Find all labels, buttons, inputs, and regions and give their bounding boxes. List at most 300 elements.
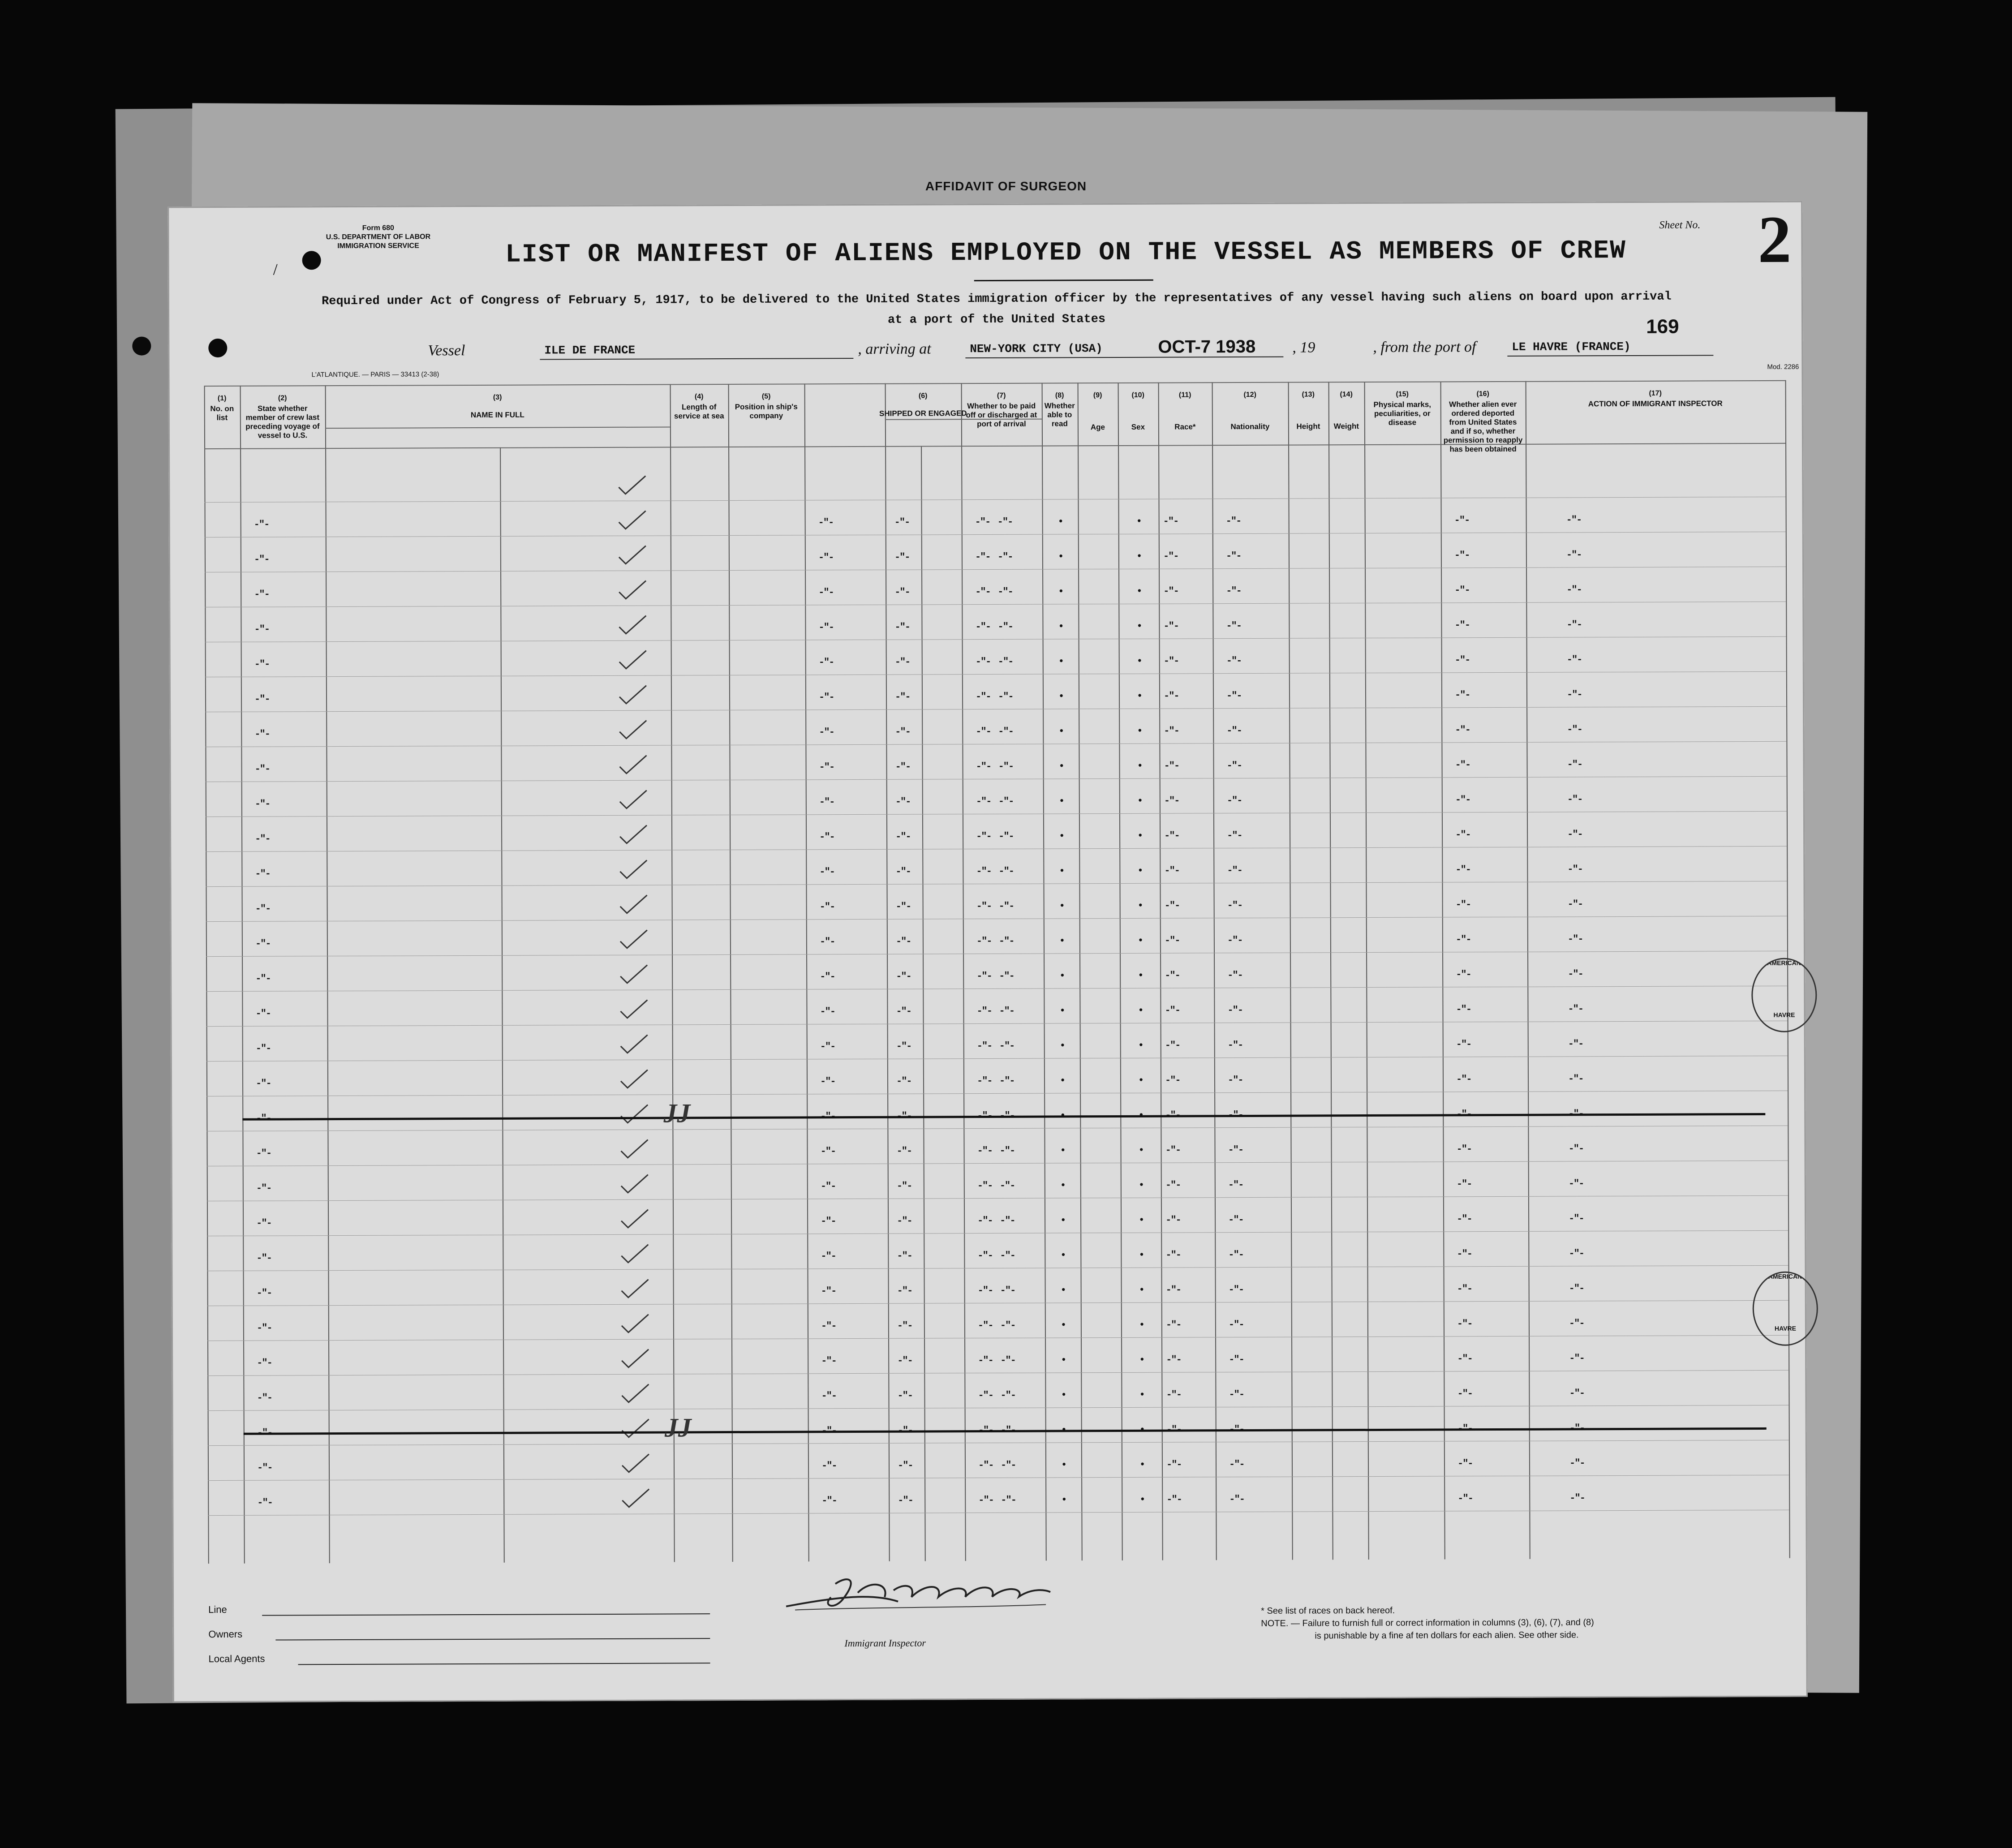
column-divider <box>1212 382 1217 1560</box>
ditto-mark: -"- <box>1165 1074 1180 1086</box>
ditto-mark: -"- <box>977 1285 993 1297</box>
ditto-mark: • <box>1136 655 1142 667</box>
ditto-mark: • <box>1139 1319 1144 1331</box>
ditto-mark: -"- <box>999 970 1014 982</box>
ditto-mark: -"- <box>894 656 910 668</box>
ditto-mark: -"- <box>1000 1285 1015 1296</box>
ditto-mark: -"- <box>997 516 1013 528</box>
ditto-mark: -"- <box>255 833 270 845</box>
ditto-mark: • <box>1136 585 1142 597</box>
ditto-mark: • <box>1139 1214 1144 1226</box>
ditto-mark: -"- <box>254 589 269 600</box>
ditto-mark: • <box>1138 1109 1144 1121</box>
ditto-mark: • <box>1138 1074 1144 1086</box>
ditto-mark: • <box>1139 1389 1144 1401</box>
ditto-mark: -"- <box>1229 1354 1244 1366</box>
column-number: (16) <box>1476 390 1489 398</box>
ditto-mark: -"- <box>977 1215 993 1227</box>
ditto-mark: -"- <box>975 691 991 703</box>
ditto-mark: -"- <box>1000 1389 1016 1401</box>
ditto-mark: • <box>1061 1459 1066 1471</box>
row-rule <box>206 1126 1788 1131</box>
ditto-mark: -"- <box>820 1006 835 1018</box>
ditto-mark: -"- <box>998 865 1014 877</box>
ditto-mark: -"- <box>997 586 1013 597</box>
date-stamp: OCT-7 1938 <box>1158 336 1256 357</box>
column-divider <box>1118 382 1123 1560</box>
row-rule <box>205 671 1786 677</box>
ditto-mark: -"- <box>1569 1248 1584 1259</box>
ditto-mark: • <box>1059 970 1065 982</box>
row-rule <box>208 1510 1789 1516</box>
ditto-mark: -"- <box>978 1389 993 1401</box>
ditto-mark: -"- <box>975 656 991 668</box>
row-rule <box>206 986 1787 992</box>
check-mark <box>617 718 649 741</box>
ditto-mark: -"- <box>1229 1424 1244 1435</box>
column-header: Nationality <box>1230 422 1270 431</box>
ditto-mark: -"- <box>1567 933 1583 945</box>
ditto-mark: -"- <box>820 1146 836 1157</box>
ditto-mark: -"- <box>1226 655 1242 667</box>
ditto-mark: -"- <box>256 1217 271 1229</box>
ditto-mark: -"- <box>819 761 834 773</box>
ditto-mark: -"- <box>1568 1178 1584 1190</box>
ditto-mark: -"- <box>1165 970 1180 981</box>
column-divider <box>1364 382 1369 1560</box>
ditto-mark: • <box>1059 865 1064 877</box>
ditto-mark: -"- <box>977 1145 993 1157</box>
check-mark <box>618 963 649 985</box>
footnotes <box>1261 1603 1594 1642</box>
ditto-mark: -"- <box>1163 585 1178 597</box>
ditto-mark: -"- <box>978 1494 993 1506</box>
ditto-mark: -"- <box>1454 619 1470 631</box>
ditto-mark: -"- <box>819 866 835 878</box>
ditto-mark: -"- <box>1569 1318 1584 1329</box>
ditto-mark: -"- <box>1454 515 1470 526</box>
ditto-mark: -"- <box>894 586 910 598</box>
column-number: (10) <box>1131 391 1144 399</box>
ditto-mark: -"- <box>894 691 910 703</box>
row-rule <box>207 1195 1788 1201</box>
ditto-mark: -"- <box>1163 620 1179 632</box>
ditto-mark: -"- <box>1000 1250 1015 1261</box>
ditto-mark: -"- <box>1568 1143 1584 1155</box>
ditto-mark: -"- <box>257 1427 272 1439</box>
ditto-mark: -"- <box>256 1113 271 1124</box>
ditto-mark: -"- <box>1000 1215 1015 1226</box>
check-mark <box>617 579 648 601</box>
inspection-stamp <box>1751 958 1817 1033</box>
ditto-mark: -"- <box>1456 1074 1471 1085</box>
check-mark <box>617 614 648 636</box>
ditto-mark: -"- <box>1454 550 1470 561</box>
column-number: (13) <box>1302 391 1315 399</box>
ditto-mark: • <box>1137 760 1142 772</box>
ditto-mark: • <box>1059 1005 1065 1017</box>
sheet-number: 2 <box>1758 202 1792 277</box>
ditto-mark: • <box>1138 1040 1143 1051</box>
ditto-mark: -"- <box>1457 1213 1472 1225</box>
ditto-mark: -"- <box>255 868 271 880</box>
ditto-mark: -"- <box>1227 1074 1243 1086</box>
column-header: Physical marks, peculiarities, or disease <box>1373 400 1432 427</box>
ditto-mark: -"- <box>1226 585 1241 597</box>
ditto-mark: -"- <box>1569 1388 1585 1399</box>
ditto-mark: -"- <box>1228 1144 1243 1156</box>
check-mark <box>620 1417 651 1440</box>
ditto-mark: -"- <box>254 798 270 810</box>
ditto-mark: -"- <box>976 726 991 738</box>
ditto-mark: -"- <box>1456 1178 1472 1190</box>
inspector-signature <box>782 1565 1059 1615</box>
ditto-mark: -"- <box>1457 1283 1472 1295</box>
ditto-mark: -"- <box>1165 1109 1180 1121</box>
ditto-mark: -"- <box>1228 1319 1244 1331</box>
ditto-mark: -"- <box>997 551 1013 563</box>
column-divider <box>1526 381 1530 1559</box>
ditto-mark: -"- <box>897 1425 913 1436</box>
ditto-mark: -"- <box>998 900 1014 912</box>
ditto-mark: • <box>1136 690 1142 702</box>
ditto-mark: -"- <box>1226 620 1242 632</box>
ditto-mark: -"- <box>1163 550 1178 562</box>
ditto-mark: • <box>1136 620 1142 632</box>
ditto-mark: -"- <box>997 691 1013 702</box>
column-header: Height <box>1296 422 1320 431</box>
ditto-mark: • <box>1060 1250 1066 1261</box>
ditto-mark: • <box>1137 830 1143 842</box>
ditto-mark: -"- <box>1454 584 1470 596</box>
ditto-mark: -"- <box>1568 1108 1583 1120</box>
vessel-name: ILE DE FRANCE <box>544 343 636 357</box>
ditto-mark: -"- <box>1455 899 1471 911</box>
ditto-mark: -"- <box>1457 1458 1473 1470</box>
ditto-mark: -"- <box>1165 1179 1181 1191</box>
stamp-top-text: AMERICAN <box>1767 959 1801 967</box>
ditto-mark: -"- <box>976 935 992 947</box>
check-mark <box>619 1347 651 1370</box>
column-divider <box>921 446 926 1561</box>
ditto-mark: • <box>1059 1040 1065 1052</box>
ditto-mark: -"- <box>976 865 992 877</box>
ditto-mark: -"- <box>1000 1319 1015 1331</box>
inspector-label: Immigrant Inspector <box>844 1637 926 1649</box>
row-rule <box>207 1160 1788 1166</box>
ditto-mark: -"- <box>1455 794 1470 806</box>
ditto-mark: -"- <box>1226 725 1242 737</box>
check-mark <box>619 1382 651 1405</box>
ditto-mark: • <box>1060 1285 1066 1296</box>
column-divider <box>804 383 809 1561</box>
ditto-mark: -"- <box>1166 1424 1182 1435</box>
ditto-mark: -"- <box>896 1145 912 1157</box>
races-note: * See list of races on back hereof. <box>1261 1605 1395 1616</box>
ditto-mark: -"- <box>1227 865 1242 877</box>
check-mark <box>620 1452 651 1474</box>
ditto-mark: -"- <box>1569 1283 1584 1294</box>
ditto-mark: -"- <box>254 554 269 565</box>
ditto-mark: -"- <box>998 726 1013 737</box>
ditto-mark: -"- <box>1457 1493 1473 1504</box>
ditto-mark: -"- <box>1566 584 1582 596</box>
ditto-mark: -"- <box>820 971 835 983</box>
ditto-mark: -"- <box>1164 795 1179 807</box>
service: IMMIGRATION SERVICE <box>337 242 419 250</box>
row-rule <box>206 776 1787 782</box>
ditto-mark: • <box>1139 1354 1144 1366</box>
row-rule <box>206 846 1787 852</box>
ditto-mark: -"- <box>896 1040 911 1052</box>
check-mark <box>619 1068 650 1090</box>
ditto-mark: • <box>1058 691 1064 702</box>
ditto-mark: -"- <box>255 973 271 984</box>
ditto-mark: -"- <box>894 516 910 528</box>
ditto-mark: • <box>1060 1319 1066 1331</box>
ditto-mark: • <box>1058 726 1064 737</box>
check-mark <box>618 858 649 881</box>
ditto-mark: • <box>1137 935 1143 946</box>
row-rule <box>205 567 1786 572</box>
column-header: SHIPPED OR ENGAGED <box>879 409 967 418</box>
ditto-mark: -"- <box>1165 1040 1180 1051</box>
row-rule <box>205 706 1786 712</box>
ditto-mark: -"- <box>976 761 991 773</box>
check-mark <box>617 649 649 671</box>
check-mark <box>619 1033 650 1055</box>
ditto-mark: -"- <box>1457 1248 1472 1260</box>
ditto-mark: • <box>1061 1424 1066 1436</box>
crew-table <box>204 380 1802 1564</box>
ditto-mark: -"- <box>1164 865 1180 877</box>
ditto-mark: -"- <box>894 621 910 633</box>
row-rule <box>208 1440 1789 1446</box>
ditto-mark: -"- <box>1164 900 1180 911</box>
ditto-mark: • <box>1060 1110 1065 1122</box>
row-rule <box>205 532 1786 537</box>
ditto-mark: -"- <box>1457 1353 1472 1365</box>
column-header: Sex <box>1131 422 1145 431</box>
note-line-1: — Failure to furnish full or correct information in columns (3), (6), (7), and (8) <box>1290 1617 1594 1629</box>
column-number: (11) <box>1178 391 1191 399</box>
ditto-mark: -"- <box>1227 935 1242 946</box>
row-rule <box>205 636 1786 642</box>
ditto-mark: -"- <box>1569 1353 1584 1364</box>
ditto-mark: -"- <box>1566 654 1582 666</box>
ditto-mark: -"- <box>1568 1073 1583 1085</box>
ditto-mark: -"- <box>1166 1459 1182 1470</box>
ditto-mark: -"- <box>1165 1214 1181 1226</box>
ditto-mark: -"- <box>999 1180 1015 1191</box>
ditto-mark: • <box>1059 1075 1065 1087</box>
ditto-mark: -"- <box>1166 1494 1182 1505</box>
ditto-mark: -"- <box>1567 759 1582 770</box>
ditto-mark: -"- <box>1567 829 1582 840</box>
ditto-mark: -"- <box>975 551 990 563</box>
ditto-mark: -"- <box>1227 970 1242 981</box>
ditto-mark: -"- <box>821 1355 836 1367</box>
ditto-mark: -"- <box>895 831 911 842</box>
check-mark <box>617 753 649 776</box>
ditto-mark: -"- <box>976 1075 992 1087</box>
ditto-mark: -"- <box>1568 1003 1583 1015</box>
ditto-mark: -"- <box>978 1459 993 1471</box>
ditto-mark: -"- <box>978 1354 993 1367</box>
ditto-mark: -"- <box>1164 935 1180 946</box>
ditto-mark: -"- <box>998 830 1014 842</box>
ditto-mark: • <box>1059 900 1064 912</box>
from-port: LE HAVRE (FRANCE) <box>1512 340 1631 354</box>
ditto-mark: -"- <box>999 1005 1015 1017</box>
inspector-initials: JJ <box>664 1413 692 1443</box>
table-top-rule <box>204 380 1785 387</box>
ditto-mark: -"- <box>820 1111 835 1122</box>
column-number: (4) <box>694 393 704 401</box>
underline <box>1507 355 1713 357</box>
ditto-mark: -"- <box>976 830 991 842</box>
check-mark <box>619 1173 650 1195</box>
check-mark <box>619 1242 650 1265</box>
row-rule <box>206 1021 1788 1027</box>
ditto-mark: • <box>1060 1145 1065 1156</box>
ditto-mark: -"- <box>976 795 991 808</box>
ditto-mark: -"- <box>1566 619 1582 631</box>
ditto-mark: -"- <box>896 1075 911 1087</box>
check-mark <box>618 788 649 811</box>
file-number: 169 <box>1646 315 1679 338</box>
ditto-mark: • <box>1137 795 1143 807</box>
ditto-mark: -"- <box>1226 795 1242 807</box>
department: U.S. DEPARTMENT OF LABOR <box>326 233 431 241</box>
ditto-mark: -"- <box>254 728 270 740</box>
vessel-line <box>428 338 1727 365</box>
title-rule <box>974 279 1153 281</box>
footer-owners-label: Owners <box>208 1628 243 1640</box>
column-header: State whether member of crew last preceding voyage of vessel to U.S. <box>245 404 320 440</box>
ditto-mark: -"- <box>977 1250 993 1262</box>
punch-hole <box>132 337 151 356</box>
underline <box>540 358 853 360</box>
column-header: Whether able to read <box>1044 401 1075 428</box>
underline <box>275 1638 710 1640</box>
ditto-mark: -"- <box>897 1215 912 1227</box>
ditto-mark: -"- <box>820 1041 835 1053</box>
ditto-mark: -"- <box>1226 760 1242 772</box>
ditto-mark: -"- <box>257 1392 272 1404</box>
ditto-mark: -"- <box>257 1357 272 1369</box>
column-header: Age <box>1090 423 1105 432</box>
column-divider <box>1158 382 1163 1560</box>
ditto-mark: • <box>1137 725 1142 737</box>
ditto-mark: -"- <box>257 1462 272 1474</box>
check-mark <box>619 1103 650 1125</box>
name-subrule <box>325 426 670 429</box>
ditto-mark: -"- <box>999 1040 1015 1052</box>
ditto-mark: -"- <box>1227 830 1242 842</box>
ditto-mark: -"- <box>818 587 834 598</box>
ditto-mark: -"- <box>818 622 834 633</box>
ditto-mark: • <box>1058 656 1063 667</box>
ditto-mark: -"- <box>1567 794 1582 805</box>
ditto-mark: -"- <box>1568 968 1583 980</box>
ditto-mark: -"- <box>998 795 1014 807</box>
ditto-mark: -"- <box>1001 1494 1016 1506</box>
row-rule <box>207 1370 1788 1376</box>
check-mark <box>618 823 649 846</box>
column-number: (3) <box>493 393 502 401</box>
ditto-mark: • <box>1139 1459 1145 1470</box>
ditto-mark: • <box>1139 1284 1144 1296</box>
ditto-mark: -"- <box>998 935 1014 947</box>
ditto-mark: -"- <box>999 1075 1015 1087</box>
ditto-mark: -"- <box>975 516 990 528</box>
column-divider <box>1328 382 1333 1560</box>
ditto-mark: -"- <box>1229 1494 1244 1505</box>
note-label: NOTE. <box>1261 1618 1289 1629</box>
ditto-mark: -"- <box>256 1287 272 1299</box>
column-divider <box>1288 382 1293 1560</box>
ditto-mark: -"- <box>254 519 269 530</box>
form-info <box>311 223 445 251</box>
affidavit-heading: AFFIDAVIT OF SURGEON <box>925 179 1087 193</box>
underline <box>965 357 1283 358</box>
ditto-mark: -"- <box>897 1320 912 1332</box>
underline <box>262 1613 710 1616</box>
arriving-port: NEW-YORK CITY (USA) <box>970 342 1103 356</box>
check-mark <box>617 509 648 531</box>
row-rule <box>207 1265 1788 1271</box>
inspection-stamp <box>1753 1272 1819 1346</box>
ditto-mark: -"- <box>818 657 834 668</box>
ditto-mark: • <box>1138 970 1143 981</box>
ditto-mark: -"- <box>1455 864 1471 876</box>
punch-hole <box>302 251 321 270</box>
ditto-mark: -"- <box>255 1043 271 1054</box>
check-mark <box>619 1277 651 1300</box>
ditto-mark: -"- <box>255 903 271 915</box>
ditto-mark: -"- <box>1456 1109 1471 1120</box>
ditto-mark: • <box>1136 516 1141 527</box>
ditto-mark: -"- <box>895 726 910 738</box>
ditto-mark: • <box>1138 1005 1143 1016</box>
ditto-mark: -"- <box>1164 830 1179 842</box>
ditto-mark: -"- <box>1457 1388 1473 1400</box>
ditto-mark: • <box>1058 586 1063 597</box>
ditto-mark: • <box>1139 1249 1144 1261</box>
column-divider <box>670 384 675 1562</box>
ditto-mark: -"- <box>821 1460 837 1472</box>
ditto-mark: -"- <box>1163 690 1179 702</box>
ditto-mark: -"- <box>1457 1318 1472 1330</box>
stamp-bottom-text: HAVRE <box>1774 1324 1796 1332</box>
year-label: , 19 <box>1292 339 1316 356</box>
column-divider <box>325 385 330 1563</box>
row-rule <box>208 1475 1789 1481</box>
ditto-mark: -"- <box>1163 655 1179 667</box>
ditto-mark: -"- <box>1566 549 1582 561</box>
column-header: No. on list <box>210 404 234 422</box>
column-number: (14) <box>1340 391 1353 399</box>
ditto-mark: -"- <box>898 1495 913 1506</box>
row-rule <box>206 1056 1788 1062</box>
column-number: (12) <box>1243 391 1256 399</box>
ditto-mark: • <box>1059 830 1064 842</box>
ditto-mark: -"- <box>897 1250 912 1262</box>
ditto-mark: -"- <box>895 761 911 773</box>
ditto-mark: -"- <box>1228 1179 1243 1191</box>
ditto-mark: -"- <box>255 1008 271 1019</box>
